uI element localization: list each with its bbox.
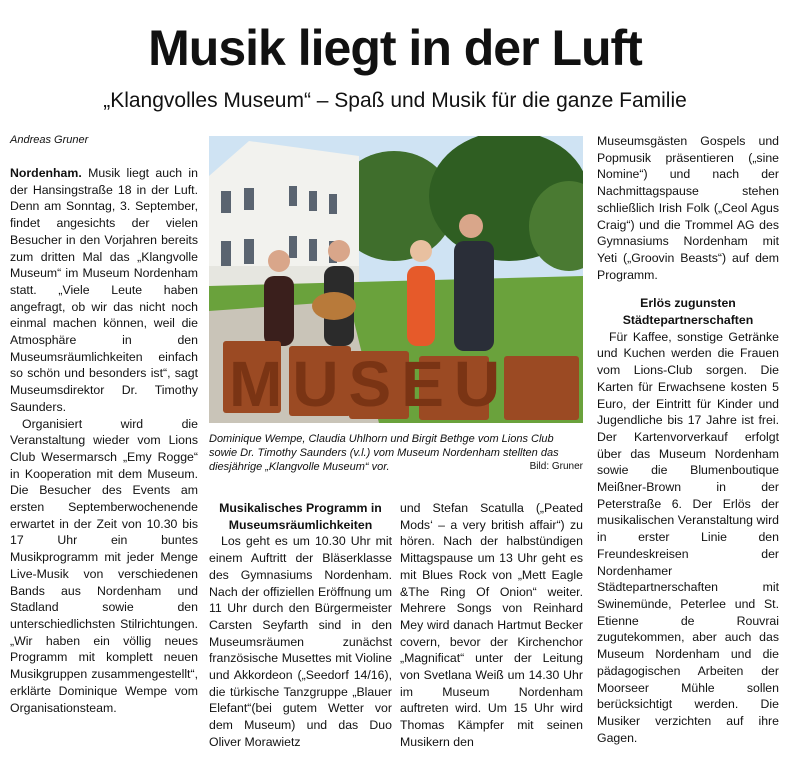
article-photo [209,136,583,423]
lead-paragraph: Nordenham. Musik liegt auch in der Hansingstraße 18 in der Luft. Denn am Sonntag, 3. September, findet angesichts der vielen Besucher in den Vorjahren bereits zum dritten Mal das „Klangvolle Museum“ im Museum Nordenham statt. „Viele Leute haben angefragt, ob wir das nicht noch einmal machen können, weil die Atmosphäre in den Museumsräumlichkeiten einfach so schön und besonders ist“, sagt Museumsdirektor Dr. Timothy Saunders. [10,166,198,414]
paragraph: Los geht es um 10.30 Uhr mit einem Auftritt der Bläserklasse des Gymnasiums Nordenham. Nach der offiziellen Eröffnung um 11 Uhr durch den Bürgermeister Carsten Seyfarth sind in den Museumsräumen zunächst französische Musettes mit Violine und Akkordeon („Seedorf 14/16), die türkische Tanzgruppe „Blauer Elefant“(bei gutem Wetter vor dem Museum) und das Duo Oliver Morawietz [209,534,392,749]
article-column-1 [10,165,198,716]
museum-photo-image [209,136,583,423]
paragraph: und Stefan Scatulla („Peated Mods‘ – a very british affair“) zu hören. Nach der halbstündigen Mittagspause um 13 Uhr geht es mit Blues Rock von „Mett Eagle &The Ring Of Onion“ weiter. Mehrere Songs von Reinhard Mey wird danach Hartmut Becker covern, bevor der Kirchenchor „Magnificat“ unter der Leitung von Svetlana Weiß um 14.30 Uhr im Museum Nordenham auftreten wird. Um 15 Uhr wird Thomas Kämpfer mit seinen Musikern den [400,501,583,749]
paragraph: Museumsgästen Gospels und Popmusik präsentieren („sine Nomine“) und nach der Nachmittagspause stehen schließlich Irish Folk („Ceol Agus Craig“) und die Trommel AG des Gymnasiums Nordenham mit Yeti („Groovin Beasts“) auf dem Programm. [597,134,779,282]
article-column-4 [597,133,779,746]
sign-letters: MUSEU [229,348,511,420]
headline: Musik liegt in der Luft [148,20,642,76]
dateline: Nordenham. [10,166,82,180]
author-byline: Andreas Gruner [10,134,89,146]
article-column-2 [209,500,392,751]
paragraph: Organisiert wird die Veranstaltung wieder vom Lions Club Wesermarsch „Emy Rogge“ in Kooperation mit dem Museum. Die Besucher des Events am ersten Septemberwochenende erwartet in der Zeit von 10.30 bis 17 Uhr ein buntes Musikprogramm mit jeder Menge Live-Musik von verschiedenen Bands aus Nordenham und Stadland sowie den unterschiedlichsten Stilrichtungen. „Wir haben ein völlig neues Programm mit komplett neuen Musikgruppen zusammengestellt“, erklärte Dominique Wempe vom Organisationsteam. [10,416,198,715]
section-heading: Erlös zugunsten Städtepartnerschaften [622,296,754,328]
article-column-3 [400,500,583,751]
paragraph: Für Kaffee, sonstige Getränke und Kuchen werden die Frauen vom Lions-Club sorgen. Die Karten für Erwachsene kosten 5 Euro, der Eintritt für Kinder und Jugendliche bis 17 Jahre ist frei. Der Kartenvorverkauf erfolgt über das Museum Nordenham sowie die Blumenboutique Meißner-Brown in der Peterstraße 6. Der Erlös der musikalischen Veranstaltung wird in erster Linie den Freundeskreisen der Nordenhamer Städtepartnerschaften mit Swinemünde, Peterlee und St. Etienne de Rouvrai zugutekommen, aber auch das Museum Nordenham und die pädagogischen Arbeiten der Moorseer Mühle sollen berücksichtigt werden. Die Musiker verzichten auf ihre Gagen. [597,329,779,745]
subheadline: „Klangvolles Museum“ – Spaß und Musik für die ganze Familie [103,89,687,112]
photo-caption: Dominique Wempe, Claudia Uhlhorn und Birgit Bethge vom Lions Club sowie Dr. Timothy Saunders (v.l.) vom Museum Nordenham stellten das diesjährige „Klangvolle Museum“ vor. Bild: Gruner [209,433,583,473]
photo-credit: Bild: Gruner [529,461,583,472]
section-heading: Musikalisches Programm in Museumsräumlichkeiten [219,501,382,532]
